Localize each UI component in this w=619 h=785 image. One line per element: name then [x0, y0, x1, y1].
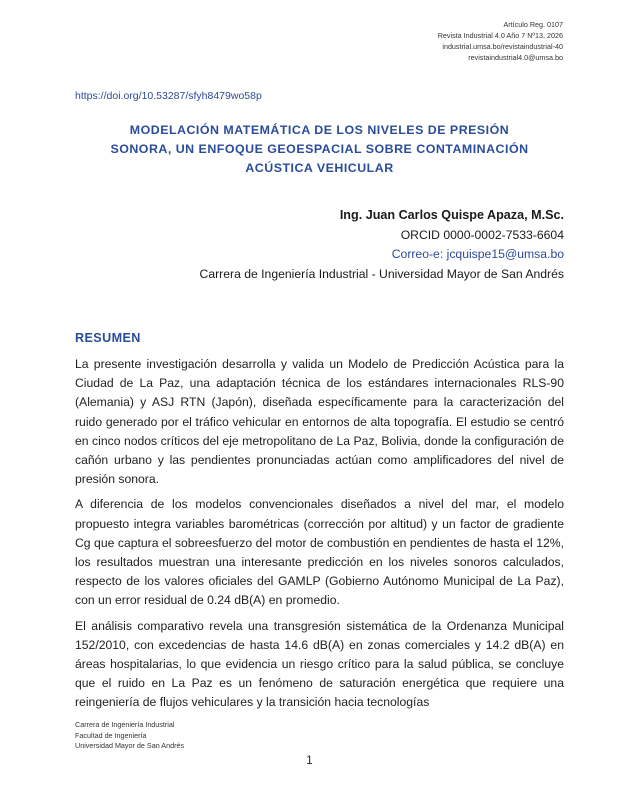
- author-email[interactable]: jcquispe15@umsa.bo: [446, 247, 564, 261]
- footer-line-2: Facultad de Ingeniería: [75, 730, 147, 740]
- footer-line-3: Universidad Mayor de San Andrés: [75, 741, 185, 750]
- page-number: 1: [306, 755, 313, 767]
- abstract-paragraph: La presente investigación desarrolla y valida un Modelo de Predicción Acústica para la Ciudad de La Paz, una adaptación técnica de los estándares internacionales RLS-90 (Alemania) y ASJ RTN (Japón), diseñada específicamente para la caracterización del ruido generado por el tráfico vehicular en entornos de alta topografía. El estudio se centró en cinco nodos críticos del eje metropolitano de La Paz, Bolivia, donde la configuración de cañón urbano y las pendientes pronunciadas actúan como amplificadores del nivel de presión sonora.: [75, 357, 564, 487]
- footer-line-1: Carrera de Ingeniería Industrial: [75, 720, 175, 729]
- section-heading-resumen: RESUMEN: [75, 331, 141, 345]
- title-line-2: SONORA, UN ENFOQUE GEOESPACIAL SOBRE CONTAMINACIÓN: [110, 142, 529, 156]
- author-orcid: ORCID 0000-0002-7533-6604: [400, 227, 564, 242]
- title-line-1: MODELACIÓN MATEMÁTICA DE LOS NIVELES DE PRESIÓN: [129, 123, 510, 137]
- author-block: [200, 206, 564, 284]
- article-reg: Artículo Reg. 0107: [503, 20, 563, 29]
- paper-title: [70, 121, 569, 178]
- author-email-line: [200, 245, 564, 265]
- title-line-3: ACÚSTICA VEHICULAR: [245, 161, 394, 175]
- email-label: Correo-e:: [391, 247, 447, 261]
- abstract-body: [75, 355, 564, 719]
- abstract-paragraph: A diferencia de los modelos convencionales diseñados a nivel del mar, el modelo propuesto integra variables barométricas (corrección por altitud) y un factor de gradiente Cg que captura el sobreesfuerzo del motor de combustión en pendientes de hasta el 12%, los resultados muestran una interesante predicción en los niveles sonoros calculados, respecto de los valores oficiales del GAMLP (Gobierno Autónomo Municipal de La Paz), con un error residual de 0.24 dB(A) en promedio.: [75, 497, 564, 608]
- journal-header: [438, 19, 563, 63]
- journal-email: revistaindustrial4.0@umsa.bo: [468, 53, 563, 62]
- doi-link[interactable]: https://doi.org/10.53287/sfyh8479wo58p: [75, 90, 262, 102]
- author-name: Ing. Juan Carlos Quispe Apaza, M.Sc.: [339, 208, 564, 222]
- footer-institution: [75, 720, 184, 752]
- journal-url: industrial.umsa.bo/revistaindustrial-40: [442, 42, 563, 51]
- author-affiliation: Carrera de Ingeniería Industrial - Universidad Mayor de San Andrés: [199, 266, 564, 281]
- abstract-paragraph: El análisis comparativo revela una transgresión sistemática de la Ordenanza Municipal 152/2010, con excedencias de hasta 14.6 dB(A) en zonas comerciales y 14.2 dB(A) en áreas hospitalarias, lo que evidencia un riesgo crítico para la salud pública, se concluye que el ruido en La Paz es un fenómeno de saturación energética que requiere una reingeniería de flujos vehiculares y la transición hacia tecnologías: [75, 618, 564, 710]
- journal-issue: Revista Industrial 4.0 Año 7 Nº13, 2026: [437, 31, 563, 40]
